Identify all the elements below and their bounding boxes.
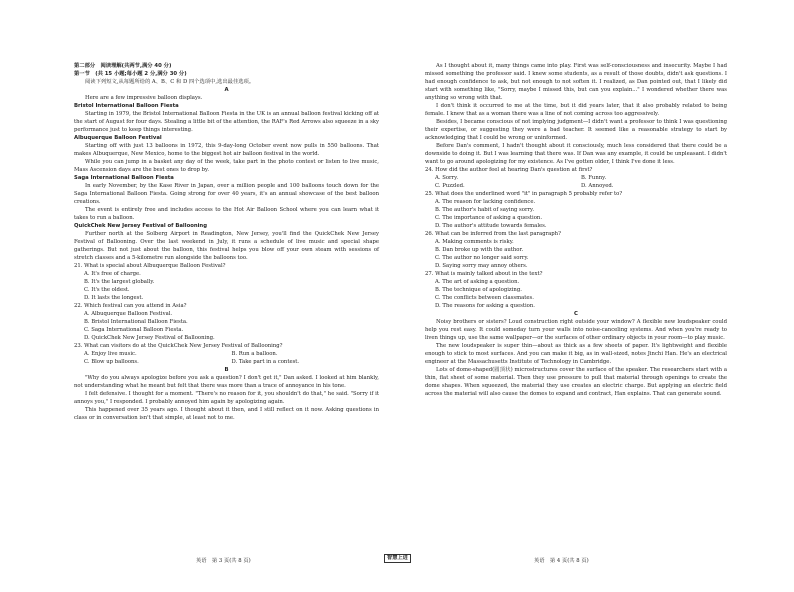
paragraph: As I thought about it, many things came into play. First was self-consciousness and insecurity. Maybe I had missed something the professor said. I knew some students, as a result of those doubts, didn't ask questions. I had enough confidence to ask, but not enough to not soften it. I realized, as Dan pointed out, that I likely did start with something like, "Sorry, maybe I missed this, but can you explain..." I wondered whether there was anything so wrong with that.	[425, 63, 727, 101]
paragraph: This happened over 35 years ago. I thought about it then, and I still reflect on it now. Asking questions in class or in conversation isn't that simple, at least not to me.	[74, 407, 379, 421]
question-22-option-d: D. QuickChek New Jersey Festival of Ballooning.	[84, 335, 215, 341]
paragraph: Besides, I became conscious of not implying judgment—I didn't want a professor to think I was questioning their expertise, or suggesting they were a bad teacher. It seemed like a reasonable strategy to start by acknowledging that I could be wrong or uninformed.	[425, 119, 727, 141]
paragraph: Noisy brothers or sisters? Loud construction right outside your window? A flexible new loudspeaker could help you rest easy. It could someday turn your walls into noise-canceling systems. And when you're ready to liven things up, use the same wallpaper—or the surfaces of other ordinary objects in your room—to play music.	[425, 319, 727, 341]
question-21-option-b: B. It's the largest globally.	[84, 279, 155, 285]
question-23-option-d: D. Take part in a contest.	[231, 359, 300, 365]
question-24-row-2	[425, 182, 727, 190]
left-page	[74, 62, 379, 422]
center-stamp: 智慧上进	[384, 554, 411, 563]
heading-saga: Saga International Balloon Fiesta	[74, 175, 174, 181]
question-26-option-a: A. Making comments is risky.	[435, 239, 514, 245]
passage-a-label: A	[224, 87, 229, 93]
question-22-option-c: C. Saga International Balloon Fiesta.	[84, 327, 184, 333]
left-page-footer: 英语 第 3 页(共 8 页)	[196, 558, 251, 564]
question-27-option-c: C. The conflicts between classmates.	[435, 295, 534, 301]
question-23-stem: 23. What can visitors do at the QuickChek New Jersey Festival of Ballooning?	[74, 343, 283, 349]
heading-quickchek: QuickChek New Jersey Festival of Ballooning	[74, 223, 207, 229]
question-23-option-a: A. Enjoy live music.	[84, 351, 137, 357]
question-25-option-c: C. The importance of asking a question.	[435, 215, 543, 221]
passage-b-label: B	[224, 367, 229, 373]
question-27-stem: 27. What is mainly talked about in the text?	[425, 271, 543, 277]
question-21-option-c: C. It's the oldest.	[84, 287, 130, 293]
question-22-option-b: B. Bristol International Balloon Fiesta.	[84, 319, 188, 325]
passage-c-label: C	[574, 311, 578, 317]
question-26-option-c: C. The author no longer said sorry.	[435, 255, 529, 261]
paragraph: The new loudspeaker is super thin—about as thick as a few sheets of paper. It's lightweight and flexible enough to stick to most surfaces. And you can make it big, as in wall-sized, notes Jinchi Han. He's an electrical engineer at the Massachusetts Institute of Technology in Cambridge.	[425, 343, 727, 365]
question-24-row-1	[425, 174, 727, 182]
paragraph: "Why do you always apologize before you ask a question? I don't get it," Dan asked. I looked at him blankly, not understanding what he meant but felt that there was more than a trace of annoyance in his tone.	[74, 375, 379, 389]
question-27-option-a: A. The art of asking a question.	[435, 279, 520, 285]
paragraph: In early November, by the Kase River in Japan, over a million people and 100 balloons touch down for the Saga International Balloon Fiesta. Going strong for over 40 years, it's an annual showcase of the best balloon creations.	[74, 183, 379, 205]
question-23-option-b: B. Run a balloon.	[231, 351, 278, 357]
question-26-option-d: D. Saying sorry may annoy others.	[435, 263, 528, 269]
instruction: 阅读下列短文,从每题所给的 A、B、C 和 D 四个选项中,选出最佳选项。	[85, 79, 255, 85]
part-title: 第二部分 阅读理解(共两节,满分 40 分)	[74, 63, 172, 69]
question-25-option-d: D. The author's attitude towards females.	[435, 223, 547, 229]
paragraph: Starting off with just 13 balloons in 1972, this 9-day-long October event now pulls in 550 balloons. That makes Albuquerque, New Mexico, home to the biggest hot air balloon festival in the world.	[74, 143, 379, 157]
question-24-stem: 24. How did the author feel at hearing Dan's question at first?	[425, 167, 593, 173]
heading-bristol: Bristol International Balloon Fiesta	[74, 103, 179, 109]
paragraph: Before Dan's comment, I hadn't thought about it consciously, much less considered that there could be a downside to doing it. But I was learning that there was. If Dan was any example, it could be unpleasant. I didn't want to go around apologizing for my existence. As I've gotten older, I think I've done it less.	[425, 143, 727, 165]
passage-a-intro: Here are a few impressive balloon displays.	[85, 95, 203, 101]
paragraph: While you can jump in a basket any day of the week, take part in the photo contest or listen to live music, Mass Ascension days are the best ones to drop by.	[74, 159, 379, 173]
paragraph: Starting in 1979, the Bristol International Balloon Fiesta in the UK is an annual balloon festival kicking off at the start of August for four days. Stealing a little bit of the attention, the RAF's Red Arrows also squeeze in a sky performance just to keep things interesting.	[74, 111, 379, 133]
question-24-option-b: B. Funny.	[581, 175, 607, 181]
question-26-option-b: B. Dan broke up with the author.	[435, 247, 524, 253]
question-23-row-1	[74, 350, 379, 358]
paragraph: Further north at the Solberg Airport in Readington, New Jersey, you'll find the QuickChek New Jersey Festival of Ballooning. Over the last weekend in July, it runs a schedule of live music and special shape gatherings. But not just about the balloon, this festival helps you blow off your own steam with sessions of stretch classes and a 5-kilometre run alongside the balloons too.	[74, 231, 379, 261]
question-26-stem: 26. What can be inferred from the last paragraph?	[425, 231, 561, 237]
question-23-row-2	[74, 358, 379, 366]
paragraph: I don't think it occurred to me at the time, but it did years later, that it also probably related to being female. I knew that as a woman there was a line of not coming across too aggressively.	[425, 103, 727, 117]
right-page	[425, 62, 727, 398]
paragraph: The event is entirely free and includes access to the Hot Air Balloon School where you can learn what it takes to run a balloon.	[74, 207, 379, 221]
question-24-option-d: D. Annoyed.	[581, 183, 614, 189]
question-24-option-c: C. Puzzled.	[435, 183, 465, 189]
question-27-option-d: D. The reasons for asking a question.	[435, 303, 535, 309]
heading-albuquerque: Albuquerque Balloon Festival	[74, 135, 162, 141]
question-22-option-a: A. Albuquerque Balloon Festival.	[84, 311, 173, 317]
paragraph: Lots of dome-shaped(圆顶状) microstructures cover the surface of the speaker. The researchers start with a thin, flat sheet of some material. Then they use pressure to pull that material through openings to create the dome shapes. When squeezed, the material they use creates an electric charge. But applying an electric field across the material will also cause the domes to expand and contract, Han explains. That can generate sound.	[425, 367, 727, 397]
question-21-option-a: A. It's free of charge.	[84, 271, 141, 277]
question-23-option-c: C. Blow up balloons.	[84, 359, 139, 365]
question-22-stem: 22. Which festival can you attend in Asia?	[74, 303, 187, 309]
question-24-option-a: A. Sorry.	[435, 175, 459, 181]
paragraph: I felt defensive. I thought for a moment. "There's no reason for it, you shouldn't do that," he said. "Sorry if it annoys you," I responded. I probably annoyed him again by apologizing again.	[74, 391, 379, 405]
section-title: 第一节 (共 15 小题;每小题 2 分,满分 30 分)	[74, 71, 187, 77]
question-21-option-d: D. It lasts the longest.	[84, 295, 144, 301]
question-27-option-b: B. The technique of apologizing.	[435, 287, 522, 293]
question-25-option-a: A. The reason for lacking confidence.	[435, 199, 536, 205]
question-25-stem: 25. What does the underlined word "it" in paragraph 5 probably refer to?	[425, 191, 623, 197]
question-21-stem: 21. What is special about Albuquerque Balloon Festival?	[74, 263, 226, 269]
question-25-option-b: B. The author's habit of saying sorry.	[435, 207, 535, 213]
right-page-footer: 英语 第 4 页(共 8 页)	[534, 558, 589, 564]
